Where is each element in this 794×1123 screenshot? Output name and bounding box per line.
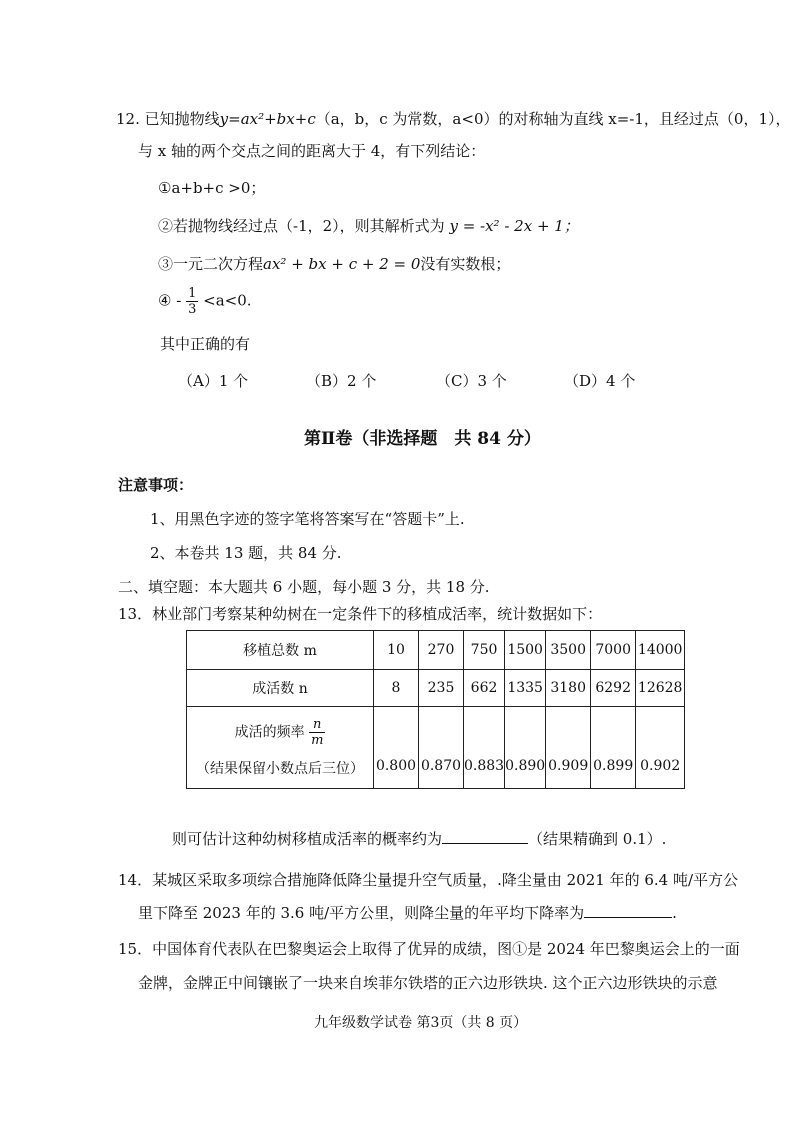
q12-statement-1: ①a+b+c >0； xyxy=(158,179,266,197)
q15-line2: 金牌，金牌正中间镶嵌了一块来自埃菲尔铁塔的正六边形铁块. 这个正六边形铁块的示意 xyxy=(138,974,718,992)
table-row xyxy=(187,670,685,707)
q12-choice-c: （C）3 个 xyxy=(436,372,507,390)
table-cell: 0.890 xyxy=(505,707,546,789)
q12-s2-formula: y = -x² - 2x + 1； xyxy=(449,217,579,235)
q14-line1: 14．某城区采取多项综合措施降低降尘量提升空气质量，.降尘量由 2021 年的 6.4 吨/平方公 xyxy=(118,871,739,889)
q12-s4-fraction xyxy=(186,286,198,317)
q12-s4-numerator: 1 xyxy=(188,286,197,301)
q12-prompt: 其中正确的有 xyxy=(160,335,251,353)
notice-title: 注意事项： xyxy=(118,476,194,494)
q14-line2-text: 里下降至 2023 年的 3.6 吨/平方公里，则降尘量的年平均下降率为 xyxy=(138,904,585,922)
table-cell: 0.800 xyxy=(374,707,419,789)
table-cell: 3180 xyxy=(546,670,591,707)
q13-conclusion xyxy=(172,828,666,849)
table-cell: 1335 xyxy=(505,670,546,707)
table-cell: 0.870 xyxy=(419,707,464,789)
q13-data-table xyxy=(186,630,685,789)
table-cell: 7000 xyxy=(591,631,636,670)
q12-s3-post: 没有实数根； xyxy=(420,255,511,273)
q12-number: 12. xyxy=(116,110,140,128)
table-cell: 12628 xyxy=(636,670,685,707)
table-cell: 14000 xyxy=(636,631,685,670)
section-title: 第Ⅱ卷（非选择题 共 84 分） xyxy=(304,429,541,449)
q12-statement-3 xyxy=(158,253,510,274)
table-row xyxy=(187,631,685,670)
q13-conclusion-post: （结果精确到 0.1）. xyxy=(528,830,667,848)
q12-line1 xyxy=(116,108,791,129)
table-cell: 235 xyxy=(419,670,464,707)
rate-numerator: n xyxy=(309,717,325,733)
q14-answer-blank[interactable] xyxy=(584,916,672,918)
notice-item-2: 2、本卷共 13 题，共 84 分. xyxy=(150,544,342,562)
q12-s3-formula: ax² + bx + c + 2 = 0 xyxy=(263,255,421,273)
q15-line1: 15．中国体育代表队在巴黎奥运会上取得了优异的成绩，图①是 2024 年巴黎奥运会上的一面 xyxy=(118,940,740,958)
rate-label-text: 成活的频率 xyxy=(234,724,305,741)
q12-statement-2 xyxy=(158,215,579,236)
part-two-heading: 二、填空题：本大题共 6 小题，每小题 3 分，共 18 分. xyxy=(118,578,490,596)
q12-s3-text: ③一元二次方程 xyxy=(158,255,264,273)
notice-item-1: 1、用黑色字迹的签字笔将答案写在“答题卡”上. xyxy=(150,510,465,528)
rate-fraction xyxy=(309,717,325,748)
table-cell: 6292 xyxy=(591,670,636,707)
rate-denominator: m xyxy=(311,733,324,748)
q12-formula: y=ax²+bx+c xyxy=(219,110,316,128)
q12-s4-pre: ④ - xyxy=(158,291,182,310)
table-cell: 0.902 xyxy=(636,707,685,789)
rate-label-note: （结果保留小数点后三位） xyxy=(196,761,364,777)
q12-s2-text: ②若抛物线经过点（-1，2），则其解析式为 xyxy=(158,217,445,235)
q12-choice-d: （D）4 个 xyxy=(564,372,636,390)
table-cell: 8 xyxy=(374,670,419,707)
q12-choice-b: （B）2 个 xyxy=(306,372,377,390)
table-cell: 662 xyxy=(464,670,505,707)
table-cell: 0.909 xyxy=(546,707,591,789)
q12-statement-4 xyxy=(158,286,252,317)
q12-s4-denominator: 3 xyxy=(188,302,197,317)
table-cell: 0.899 xyxy=(591,707,636,789)
row-label-survived: 成活数 n xyxy=(187,670,374,707)
q14-line2 xyxy=(138,902,677,923)
q12-text-pre: 已知抛物线 xyxy=(144,110,220,128)
q14-line2-post: . xyxy=(672,904,677,922)
q13-text: 13．林业部门考察某种幼树在一定条件下的移植成活率，统计数据如下： xyxy=(118,605,603,623)
q13-answer-blank[interactable] xyxy=(442,842,528,844)
table-cell: 3500 xyxy=(546,631,591,670)
page-footer: 九年级数学试卷 第3页（共 8 页） xyxy=(314,1015,528,1031)
table-cell: 0.883 xyxy=(464,707,505,789)
q12-text-mid: （a，b，c 为常数，a<0）的对称轴为直线 x=-1，且经过点（0，1）， xyxy=(315,110,791,128)
table-cell: 750 xyxy=(464,631,505,670)
q12-choice-a: （A）1 个 xyxy=(178,372,249,390)
q12-s4-post: <a<0. xyxy=(203,291,252,310)
row-label-total: 移植总数 m xyxy=(187,631,374,670)
row-label-rate xyxy=(187,707,374,789)
table-row xyxy=(187,707,685,789)
table-cell: 1500 xyxy=(505,631,546,670)
q13-conclusion-text: 则可估计这种幼树移植成活率的概率约为 xyxy=(172,830,443,848)
q12-line2: 与 x 轴的两个交点之间的距离大于 4，有下列结论： xyxy=(138,142,486,160)
table-cell: 10 xyxy=(374,631,419,670)
table-cell: 270 xyxy=(419,631,464,670)
